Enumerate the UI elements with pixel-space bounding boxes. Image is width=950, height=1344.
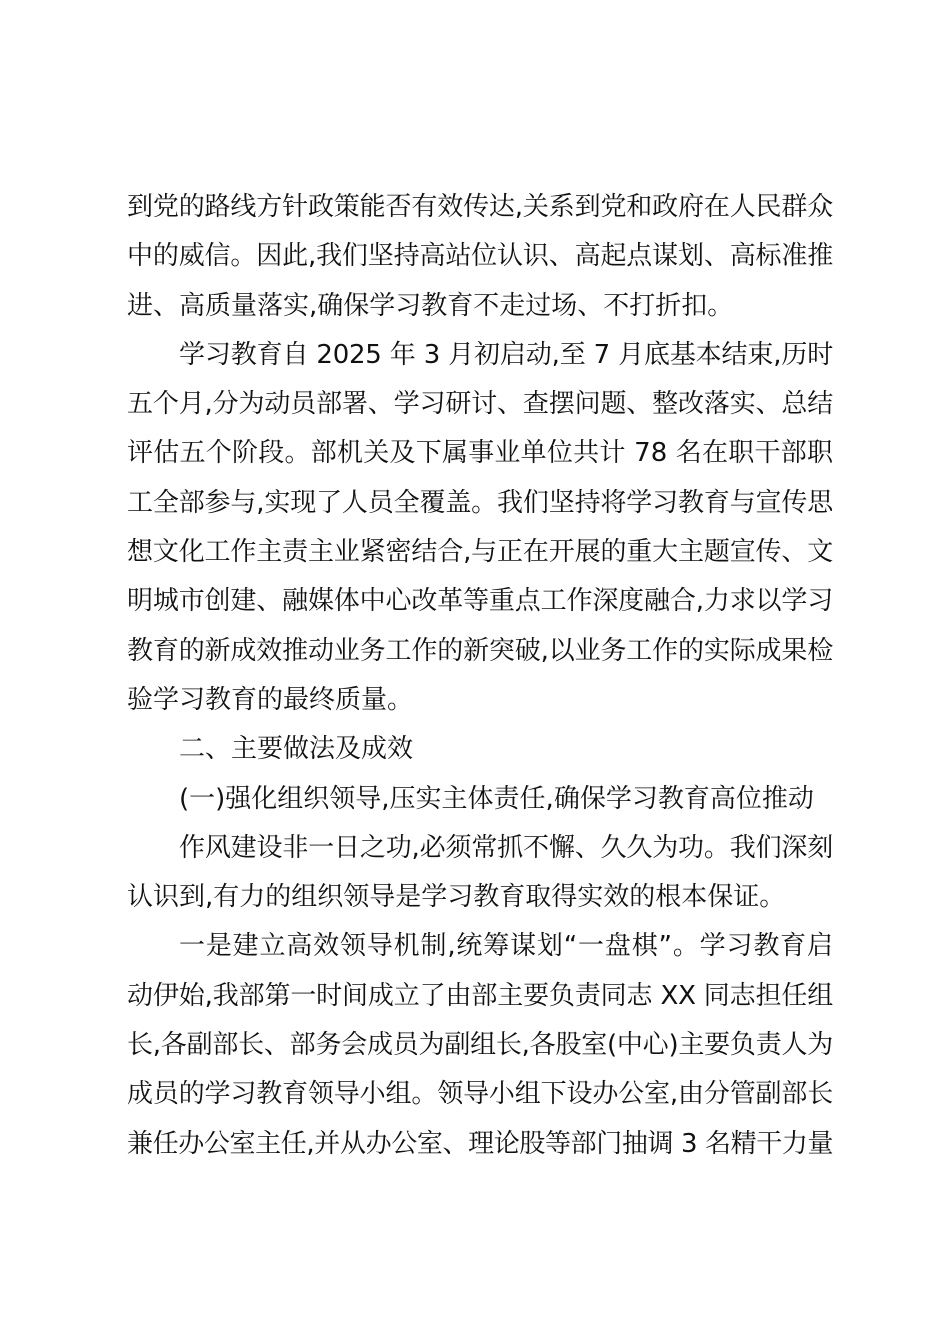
text-line	[127, 232, 833, 281]
text-line-content: 作风建设非一日之功,必须常抓不懈、久久为功。我们深刻	[179, 832, 833, 863]
text-line-content: 学习教育自 2025 年 3 月初启动,至 7 月底基本结束,历时	[179, 339, 833, 370]
text-line-content: 验学习教育的最终质量。	[127, 684, 414, 715]
text-line	[127, 331, 833, 380]
text-line-content: 成员的学习教育领导小组。领导小组下设办公室,由分管副部长	[127, 1079, 833, 1110]
text-line-content: 工全部参与,实现了人员全覆盖。我们坚持将学习教育与宣传思	[127, 487, 833, 518]
text-line-content: 长,各副部长、部务会成员为副组长,各股室(中心)主要负责人为	[127, 1030, 833, 1061]
text-line	[127, 183, 833, 232]
text-line	[127, 1120, 833, 1169]
text-line	[127, 972, 833, 1021]
text-line	[127, 282, 833, 331]
text-line-content: 到党的路线方针政策能否有效传达,关系到党和政府在人民群众	[127, 192, 833, 222]
text-line	[127, 1070, 833, 1119]
text-line	[127, 429, 833, 478]
text-line-content: 一是建立高效领导机制,统筹谋划“一盘棋”。学习教育启	[179, 931, 833, 962]
text-line	[127, 627, 833, 676]
text-line-content: 明城市创建、融媒体中心改革等重点工作深度融合,力求以学习	[127, 586, 833, 617]
text-line	[127, 725, 833, 774]
document-body	[127, 183, 833, 1169]
text-line	[127, 824, 833, 873]
text-line	[127, 380, 833, 429]
text-line-content: 教育的新成效推动业务工作的新突破,以业务工作的实际成果检	[127, 635, 833, 666]
text-line-content: (一)强化组织领导,压实主体责任,确保学习教育高位推动	[179, 783, 814, 814]
text-line-content: 中的威信。因此,我们坚持高站位认识、高起点谋划、高标准推	[127, 241, 833, 272]
text-line-content: 想文化工作主责主业紧密结合,与正在开展的重大主题宣传、文	[127, 537, 833, 568]
text-line-content: 二、主要做法及成效	[179, 734, 414, 765]
text-line	[127, 873, 833, 922]
text-line-content: 动伊始,我部第一时间成立了由部主要负责同志 XX 同志担任组	[127, 980, 833, 1011]
text-line	[127, 775, 833, 824]
text-line	[127, 676, 833, 725]
text-line	[127, 479, 833, 528]
text-line-content: 进、高质量落实,确保学习教育不走过场、不打折扣。	[127, 290, 734, 321]
text-line-content: 评估五个阶段。部机关及下属事业单位共计 78 名在职干部职	[127, 438, 833, 469]
text-line	[127, 922, 833, 971]
text-line	[127, 1021, 833, 1070]
text-line	[127, 577, 833, 626]
text-line-content: 五个月,分为动员部署、学习研讨、查摆问题、整改落实、总结	[127, 389, 833, 420]
text-line-content: 兼任办公室主任,并从办公室、理论股等部门抽调 3 名精干力量	[127, 1128, 833, 1159]
text-line-content: 认识到,有力的组织领导是学习教育取得实效的根本保证。	[127, 882, 786, 913]
text-line	[127, 528, 833, 577]
